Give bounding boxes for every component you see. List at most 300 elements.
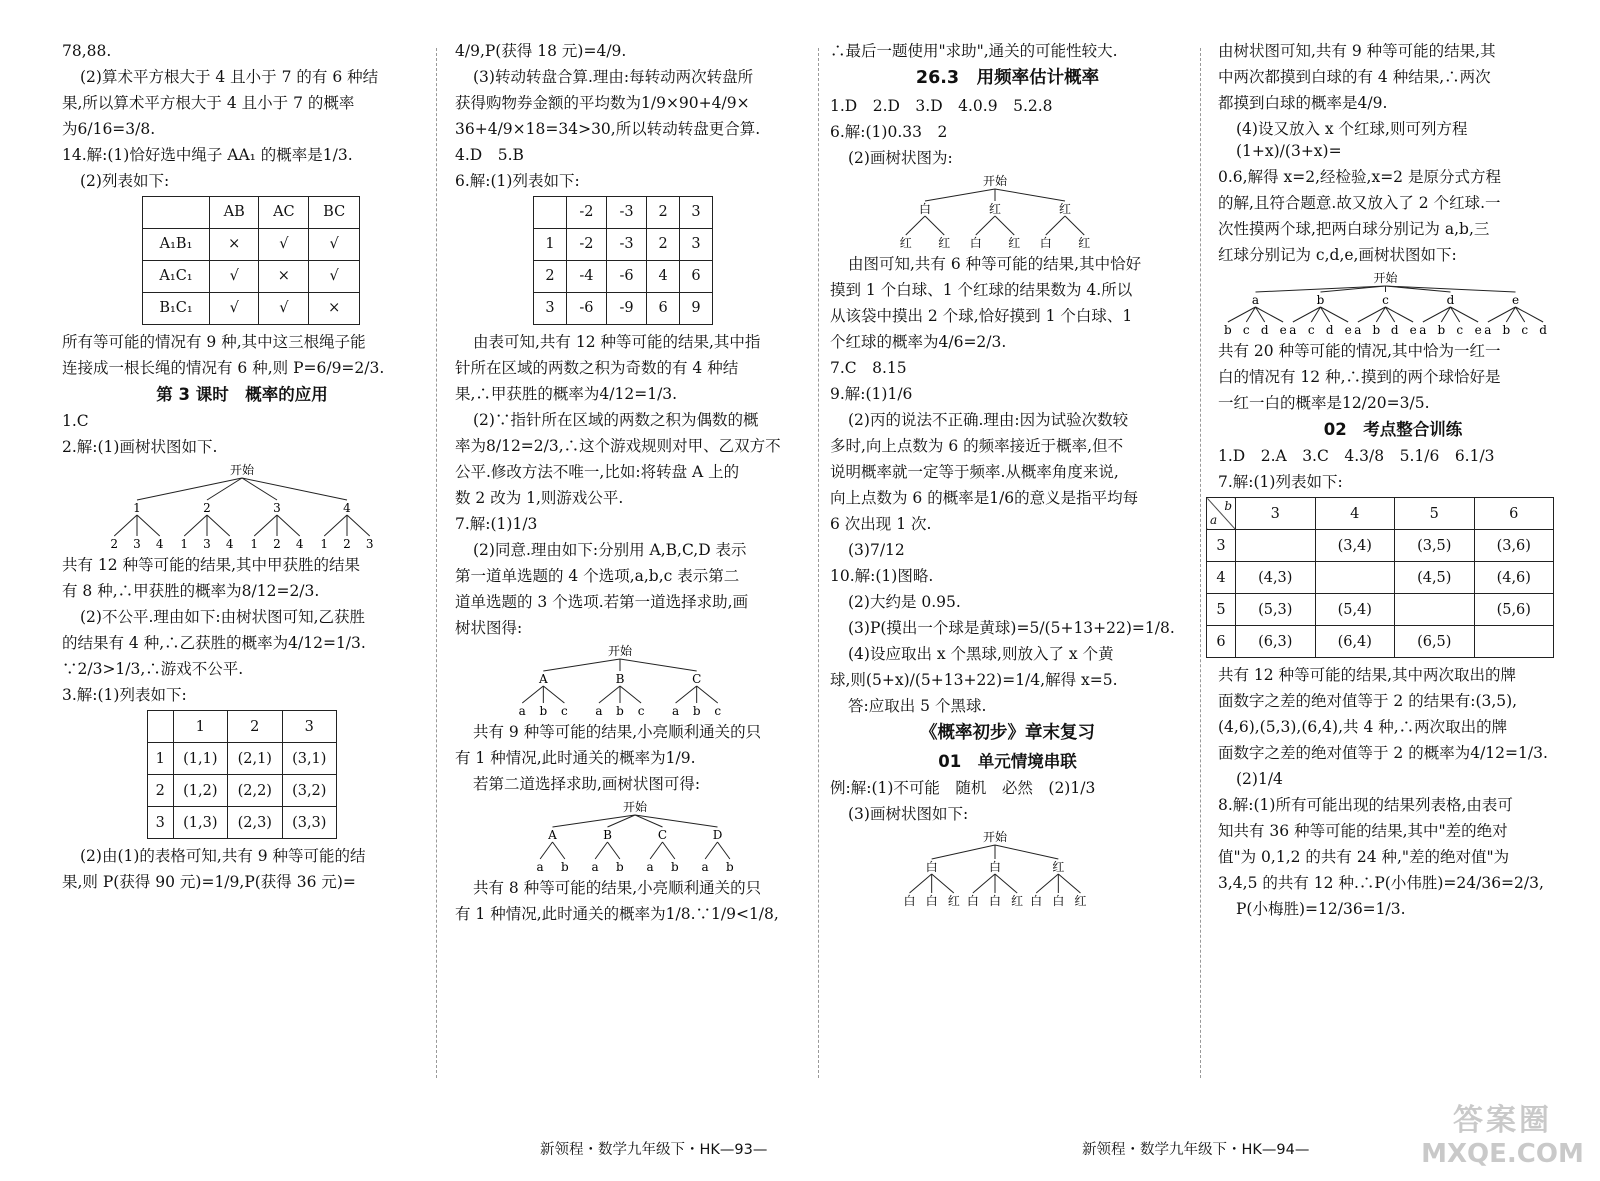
tree-leaf-label: 4 — [225, 537, 234, 552]
table-cell: B₁C₁ — [143, 293, 210, 325]
table-cell: 2 — [534, 261, 567, 293]
tree-node-label: D — [712, 828, 723, 842]
table-cell: -6 — [607, 261, 647, 293]
tree-branch — [207, 515, 230, 536]
tree-leaf-label: b — [561, 860, 569, 874]
tree-branch — [620, 686, 641, 703]
text-line: (2)算术平方根大于 4 且小于 7 的有 6 种结 — [80, 68, 379, 86]
text-line: 共有 12 种等可能的结果,其中甲获胜的结果 — [62, 556, 361, 575]
text-line: 3,4,5 的共有 12 种.∴P(小伟胜)=24/36=2/3, — [1218, 874, 1544, 893]
text-line: 共有 12 种等可能的结果,其中两次取出的牌 — [1218, 666, 1517, 685]
tree-branch — [663, 842, 675, 859]
text-line: 若第二道选择求助,画树状图可得: — [473, 775, 701, 793]
tree-node-label: e — [1511, 293, 1520, 307]
tree-leaf-label: 红 — [938, 235, 951, 250]
table-cell: 2 — [647, 197, 680, 229]
tree-leaf-label: a — [701, 860, 709, 874]
table-cell: 3 — [680, 229, 713, 261]
watermark-url: MXQE.COM — [1421, 1139, 1584, 1169]
tree-node-label: A — [538, 672, 548, 686]
table-q6 — [533, 196, 713, 325]
table-cell: -2 — [566, 197, 606, 229]
text-line: 4/9,P(获得 18 元)=4/9. — [455, 42, 627, 60]
tree-leaf-label: d — [1390, 323, 1399, 337]
text-line: (3)P(摸出一个球是黄球)=5/(5+13+22)=1/8. — [848, 618, 1175, 637]
tree-leaf-label: d — [1325, 323, 1334, 337]
tree-leaf-label: 3 — [133, 537, 141, 552]
table-cell: (4,5) — [1395, 562, 1475, 594]
text-line: 由表可知,共有 12 种等可能的结果,其中指 — [473, 333, 761, 351]
tree-leaf-label: 红 — [1074, 894, 1087, 909]
tree-branch — [540, 842, 552, 859]
tree-branch — [925, 189, 995, 201]
section-heading: 02 考点整合训练 — [1323, 420, 1463, 439]
tree-leaf-label: a — [1484, 323, 1492, 337]
table-cell: × — [210, 229, 259, 261]
text-line: 个红球的概率为4/6=2/3. — [830, 332, 1007, 351]
text-line: (2)同意.理由如下:分别用 A,B,C,D 表示 — [473, 541, 747, 559]
table-cell: 1 — [173, 711, 227, 743]
table-cell: (3,2) — [282, 775, 337, 807]
tree-node-label: 红 — [1052, 860, 1065, 875]
table-cell: √ — [210, 293, 259, 325]
text-line: 获得购物券金额的平均数为1/9×90+4/9× — [455, 94, 750, 112]
table-cell: √ — [259, 229, 309, 261]
corner-label-a: a — [1210, 513, 1218, 528]
table-cell — [143, 197, 210, 229]
tree-diagram-example — [830, 829, 1170, 911]
text-line: 共有 8 种等可能的结果,小亮顺利通关的只 — [473, 879, 762, 897]
table-cell: 5 — [1395, 498, 1475, 530]
text-line: 为6/16=3/8. — [62, 120, 156, 138]
tree-leaf-label: 3 — [365, 537, 374, 552]
tree-branch — [324, 515, 347, 536]
text-line: 值"为 0,1,2 的共有 24 种,"差的绝对值"为 — [1218, 848, 1510, 867]
tree-branch — [1058, 874, 1080, 893]
tree-leaf-label: b — [1502, 323, 1511, 337]
tree-branch — [254, 515, 277, 536]
tree-root-label: 开始 — [982, 173, 1008, 188]
tree-leaf-label: e — [1409, 323, 1417, 337]
tree-node-label: 2 — [203, 501, 211, 516]
tree-leaf-label: 白 — [1030, 894, 1043, 909]
tree-branch — [676, 686, 697, 703]
tree-leaf-label: a — [1289, 323, 1297, 337]
table-cell: -6 — [566, 293, 606, 325]
tree-branch — [1065, 216, 1084, 235]
tree-leaf-label: e — [1344, 323, 1352, 337]
tree-branch — [543, 686, 564, 703]
text-line: 6.解:(1)列表如下: — [455, 172, 580, 190]
text-line: (2)画树状图为: — [848, 148, 953, 167]
tree-branch — [114, 515, 137, 536]
text-line: (2)大约是 0.95. — [848, 592, 961, 611]
text-line: 果,则 P(获得 90 元)=1/9,P(获得 36 元)= — [62, 873, 356, 892]
tree-branch — [995, 189, 1065, 201]
table-cell: 3 — [534, 293, 567, 325]
tree-leaf-label: 红 — [1011, 894, 1024, 909]
section-heading: 《概率初步》章末复习 — [920, 722, 1095, 743]
tree-root-label: 开始 — [982, 830, 1008, 845]
table-cell: BC — [309, 197, 360, 229]
tree-leaf-label: a — [595, 704, 603, 718]
text-line: (2)1/4 — [1236, 770, 1283, 789]
tree-root-label: 开始 — [622, 800, 648, 814]
table-cell: (1,2) — [173, 775, 227, 807]
table-q3 — [147, 710, 337, 839]
tree-leaf-label: 1 — [180, 537, 189, 552]
text-line: 7.C 8.15 — [830, 358, 907, 377]
table-cell: 6 — [647, 293, 680, 325]
table-cell: (3,6) — [1474, 530, 1554, 562]
tree-diagram-q6 — [830, 173, 1170, 253]
text-line: (2)不公平.理由如下:由树状图可知,乙获胜 — [80, 608, 366, 627]
table-q7 — [1206, 497, 1554, 658]
text-line: 6 次出现 1 次. — [830, 514, 932, 533]
tree-node-label: C — [657, 828, 668, 842]
text-line: 公平.修改方法不唯一,比如:将转盘 A 上的 — [455, 463, 740, 481]
tree-leaf-label: a — [1354, 323, 1362, 337]
table-cell: (2,2) — [228, 775, 282, 807]
tree-leaf-label: 白 — [1039, 235, 1052, 250]
text-line: 7.解:(1)1/3 — [455, 515, 538, 533]
text-line: 有 8 种,∴甲获胜的概率为8/12=2/3. — [62, 582, 320, 601]
tree-leaf-label: b — [1437, 323, 1446, 337]
text-line: (4)设又放入 x 个红球,则可列方程(1+x)/(3+x)= — [1236, 120, 1468, 160]
tree-leaf-label: d — [1260, 323, 1269, 337]
tree-leaf-label: 4 — [155, 537, 164, 552]
table-cell: (3,1) — [282, 743, 337, 775]
table-cell: (6,3) — [1236, 626, 1316, 658]
text-line: 有 1 种情况,此时通关的概率为1/9. — [455, 749, 696, 767]
tree-branch — [635, 815, 718, 827]
text-line: (3)画树状图如下: — [848, 805, 969, 824]
table-cell: A₁C₁ — [143, 261, 210, 293]
table-cell: 1 — [534, 229, 567, 261]
tree-leaf-label: c — [1456, 323, 1464, 337]
text-line: 9.解:(1)1/6 — [830, 384, 913, 403]
tree-node-label: 3 — [273, 501, 281, 516]
tree-diagram-q2 — [62, 462, 402, 554]
tree-node-label: d — [1446, 293, 1455, 307]
tree-leaf-label: 红 — [1008, 235, 1021, 250]
table-cell — [1236, 530, 1316, 562]
tree-node-label: 白 — [988, 860, 1002, 875]
table-cell: 3 — [680, 197, 713, 229]
table-cell: AB — [210, 197, 259, 229]
text-line: ∴最后一题使用"求助",通关的可能性较大. — [830, 42, 1118, 60]
tree-branch — [906, 216, 925, 235]
text-line: (3)转动转盘合算.理由:每转动两次转盘所 — [473, 68, 754, 86]
tree-leaf-label: 2 — [110, 537, 119, 552]
tree-node-label: C — [692, 672, 702, 686]
table-cell: (2,1) — [228, 743, 282, 775]
tree-branch — [137, 478, 242, 500]
tree-leaf-label: a — [672, 704, 680, 718]
table-cell: (1,1) — [173, 743, 227, 775]
tree-leaf-label: 白 — [1052, 894, 1065, 909]
text-line: 说明概率就一定等于频率.从概率角度来说, — [830, 462, 1119, 481]
table-cell: 9 — [680, 293, 713, 325]
table-cell — [148, 711, 174, 743]
tree-branch — [1036, 874, 1058, 893]
page-footer-right: 新领程・数学九年级下・HK—94— — [1082, 1142, 1310, 1158]
table-cell: × — [309, 293, 360, 325]
tree-node-label: B — [615, 672, 625, 686]
table-cell: -4 — [566, 261, 606, 293]
tree-leaf-label: e — [1474, 323, 1482, 337]
tree-leaf-label: b — [671, 860, 679, 874]
tree-branch — [277, 515, 300, 536]
text-line: 面数字之差的绝对值等于 2 的结果有:(3,5), — [1218, 692, 1518, 711]
tree-branch — [995, 874, 1017, 893]
text-line: 3.解:(1)列表如下: — [62, 686, 187, 705]
tree-node-label: b — [1316, 293, 1325, 307]
text-line: 7.解:(1)列表如下: — [1218, 473, 1343, 492]
table-cell: 2 — [228, 711, 282, 743]
tree-diagram-q7b — [455, 799, 795, 877]
tree-leaf-label: a — [518, 704, 526, 718]
tree-leaf-label: 4 — [295, 537, 304, 552]
tree-leaf-label: a — [646, 860, 654, 874]
text-line: (2)丙的说法不正确.理由:因为试验次数较 — [848, 410, 1129, 429]
text-line: 共有 20 种等可能的情况,其中恰为一红一 — [1218, 342, 1501, 360]
table-cell: 3 — [1236, 498, 1316, 530]
text-line: 果,所以算术平方根大于 4 且小于 7 的概率 — [62, 94, 355, 112]
tree-leaf-label: 白 — [966, 894, 979, 909]
table-cell: 3 — [1207, 530, 1236, 562]
table-cell: (1,3) — [173, 807, 227, 839]
table-cell: √ — [210, 261, 259, 293]
table-cell: 1 — [148, 743, 174, 775]
tree-leaf-label: 1 — [250, 537, 259, 552]
tree-leaf-label: b — [539, 704, 548, 718]
text-line: 球,则(5+x)/(5+13+22)=1/4,解得 x=5. — [830, 670, 1118, 689]
tree-branch — [608, 842, 620, 859]
text-line: 数 2 改为 1,则游戏公平. — [455, 489, 624, 507]
tree-leaf-label: 白 — [903, 894, 916, 909]
tree-branch — [1256, 286, 1386, 292]
tree-leaf-label: c — [1521, 323, 1529, 337]
table-cell: (6,4) — [1315, 626, 1395, 658]
text-line: 红球分别记为 c,d,e,画树状图如下: — [1218, 246, 1457, 264]
tree-node-label: A — [548, 828, 557, 842]
tree-leaf-label: 红 — [947, 894, 960, 909]
table-cell — [1395, 594, 1475, 626]
tree-leaf-label: d — [1539, 323, 1547, 337]
text-line: 的结果有 4 种,∴乙获胜的概率为4/12=1/3. — [62, 634, 366, 653]
text-line: 白的情况有 12 种,∴摸到的两个球恰好是 — [1218, 368, 1501, 386]
tree-branch — [910, 874, 932, 893]
text-line: P(小梅胜)=12/36=1/3. — [1236, 900, 1406, 919]
table-cell: 6 — [1474, 498, 1554, 530]
text-line: (4)设应取出 x 个黑球,则放入了 x 个黄 — [848, 644, 1114, 663]
tree-node-label: 红 — [988, 201, 1002, 216]
text-line: 都摸到白球的概率是4/9. — [1218, 94, 1388, 112]
tree-branch — [976, 216, 995, 235]
text-line: 1.D 2.A 3.C 4.3/8 5.1/6 6.1/3 — [1218, 447, 1495, 466]
tree-branch — [697, 686, 718, 703]
tree-branch — [925, 216, 944, 235]
table-cell: (5,6) — [1474, 594, 1554, 626]
tree-branch — [718, 842, 730, 859]
column-divider — [818, 48, 819, 1078]
tree-branch — [347, 515, 370, 536]
tree-root-label: 开始 — [1373, 271, 1398, 285]
text-line: 6.解:(1)0.33 2 — [830, 122, 948, 141]
tree-node-label: c — [1382, 293, 1389, 307]
text-line: 10.解:(1)图略. — [830, 566, 934, 585]
tree-leaf-label: c — [1307, 323, 1315, 337]
text-line: 连接成一根长绳的情况有 6 种,则 P=6/9=2/3. — [62, 359, 385, 377]
table-cell: AC — [259, 197, 309, 229]
tree-leaf-label: a — [591, 860, 599, 874]
tree-leaf-label: b — [726, 860, 734, 874]
tree-branch — [553, 815, 636, 827]
text-line: 例:解:(1)不可能 随机 必然 (2)1/3 — [830, 779, 1096, 798]
column-divider — [436, 48, 437, 1078]
table-cell: 3 — [282, 711, 337, 743]
tree-branch — [973, 874, 995, 893]
text-line: 次性摸两个球,把两白球分别记为 a,b,三 — [1218, 220, 1490, 238]
text-line: 第一道单选题的 4 个选项,a,b,c 表示第二 — [455, 567, 740, 585]
tree-diagram-q4 — [1218, 270, 1558, 340]
text-line: (2)由(1)的表格可知,共有 9 种等可能的结 — [80, 847, 366, 866]
table-cell — [1315, 562, 1395, 594]
table-cell: (4,6) — [1474, 562, 1554, 594]
table-cell: 3 — [148, 807, 174, 839]
tree-leaf-label: 白 — [988, 894, 1002, 909]
tree-leaf-label: b — [692, 704, 701, 718]
tree-leaf-label: a — [1419, 323, 1427, 337]
text-line: 针所在区域的两数之积为奇数的有 4 种结 — [455, 359, 739, 377]
tree-leaf-label: c — [714, 704, 722, 718]
tree-leaf-label: b — [1372, 323, 1381, 337]
tree-branch — [995, 845, 1058, 859]
text-line: ∵2/3>1/3,∴游戏不公平. — [62, 660, 244, 679]
text-line: 道单选题的 3 个选项.若第一道选择求助,画 — [455, 593, 749, 611]
text-line: 从该袋中摸出 2 个球,恰好摸到 1 个白球、1 — [830, 306, 1133, 325]
tree-leaf-label: 1 — [320, 537, 329, 552]
text-line: (2)∵指针所在区域的两数之积为偶数的概 — [473, 411, 759, 429]
text-line: 知共有 36 种等可能的结果,其中"差的绝对 — [1218, 822, 1508, 841]
tree-root-label: 开始 — [229, 463, 255, 478]
column-divider — [1200, 48, 1201, 1078]
table-cell: 6 — [680, 261, 713, 293]
tree-node-label: 1 — [133, 501, 141, 516]
text-line: 36+4/9×18=34>30,所以转动转盘更合算. — [455, 120, 761, 138]
tree-branch — [522, 686, 543, 703]
table-cell: (5,3) — [1236, 594, 1316, 626]
table-cell: (3,5) — [1395, 530, 1475, 562]
tree-branch — [932, 874, 954, 893]
tree-branch — [599, 686, 620, 703]
text-line: 向上点数为 6 的概率是1/6的意义是指平均每 — [830, 488, 1139, 507]
tree-leaf-label: 2 — [273, 537, 281, 552]
table-cell: -3 — [607, 229, 647, 261]
tree-leaf-label: b — [616, 860, 624, 874]
tree-leaf-label: c — [561, 704, 568, 718]
text-line: 8.解:(1)所有可能出现的结果列表格,由表可 — [1218, 796, 1513, 815]
tree-branch — [705, 842, 717, 859]
column-4 — [1210, 40, 1568, 924]
tree-root-label: 开始 — [607, 644, 633, 658]
section-heading: 26.3 用频率估计概率 — [915, 68, 1100, 88]
tree-leaf-label: 白 — [925, 894, 938, 909]
corner-label-b: b — [1224, 499, 1232, 514]
tree-leaf-label: 红 — [899, 235, 912, 250]
text-line: 率为8/12=2/3,∴这个游戏规则对甲、乙双方不 — [455, 437, 781, 455]
table-cell: (6,5) — [1395, 626, 1475, 658]
text-line: (2)列表如下: — [80, 172, 170, 190]
tree-leaf-label: a — [536, 860, 544, 874]
table-cell: 4 — [1315, 498, 1395, 530]
table-cell: 4 — [1207, 562, 1236, 594]
text-line: 多时,向上点数为 6 的频率接近于概率,但不 — [830, 436, 1124, 455]
table-cell: (2,3) — [228, 807, 282, 839]
text-line: 14.解:(1)恰好选中绳子 AA₁ 的概率是1/3. — [62, 146, 353, 164]
tree-leaf-label: b — [1224, 323, 1232, 337]
tree-branch — [1046, 216, 1065, 235]
text-line: 摸到 1 个白球、1 个红球的结果数为 4.所以 — [830, 280, 1133, 299]
tree-node-label: 红 — [1058, 201, 1072, 216]
tree-branch — [620, 659, 697, 671]
tree-branch — [595, 842, 607, 859]
table-cell: (3,4) — [1315, 530, 1395, 562]
tree-branch — [932, 845, 995, 859]
table-cell: 4 — [647, 261, 680, 293]
text-line: 树状图得: — [455, 619, 523, 637]
table-cell: -9 — [607, 293, 647, 325]
text-line: 一红一白的概率是12/20=3/5. — [1218, 394, 1430, 412]
table-q14 — [142, 196, 360, 325]
text-line: 1.C — [62, 412, 89, 431]
column-1 — [62, 40, 422, 897]
table-cell: 6 — [1207, 626, 1236, 658]
tree-branch — [1386, 286, 1516, 292]
tree-leaf-label: c — [1242, 323, 1250, 337]
watermark-text: 答案圈 — [1453, 1103, 1552, 1138]
table-cell: × — [259, 261, 309, 293]
table-cell: 5 — [1207, 594, 1236, 626]
text-line: 4.D 5.B — [455, 146, 524, 164]
tree-leaf-label: c — [637, 704, 645, 718]
text-line: 78,88. — [62, 42, 112, 60]
table-cell: √ — [309, 229, 360, 261]
table-cell: A₁B₁ — [143, 229, 210, 261]
table-cell: √ — [259, 293, 309, 325]
tree-node-label: B — [603, 828, 612, 842]
text-line: 0.6,解得 x=2,经检验,x=2 是原分式方程 — [1218, 168, 1501, 186]
text-line: (3)7/12 — [848, 540, 905, 559]
tree-leaf-label: 3 — [203, 537, 211, 552]
section-subheading: 01 单元情境串联 — [938, 751, 1077, 771]
text-line: 2.解:(1)画树状图如下. — [62, 438, 218, 457]
text-line: 答:应取出 5 个黑球. — [848, 696, 987, 715]
tree-branch — [137, 515, 160, 536]
watermark-logo — [1415, 1095, 1590, 1175]
tree-branch — [995, 216, 1014, 235]
tree-branch — [553, 842, 565, 859]
table-corner-cell — [1207, 498, 1236, 530]
tree-diagram-q7a — [455, 643, 795, 721]
text-line: 共有 9 种等可能的结果,小亮顺利通关的只 — [473, 723, 762, 741]
table-cell — [534, 197, 567, 229]
table-cell: (4,3) — [1236, 562, 1316, 594]
text-line: 由图可知,共有 6 种等可能的结果,其中恰好 — [848, 254, 1142, 273]
text-line: 所有等可能的情况有 9 种,其中这三根绳子能 — [62, 333, 366, 351]
tree-leaf-label: 红 — [1078, 235, 1091, 250]
